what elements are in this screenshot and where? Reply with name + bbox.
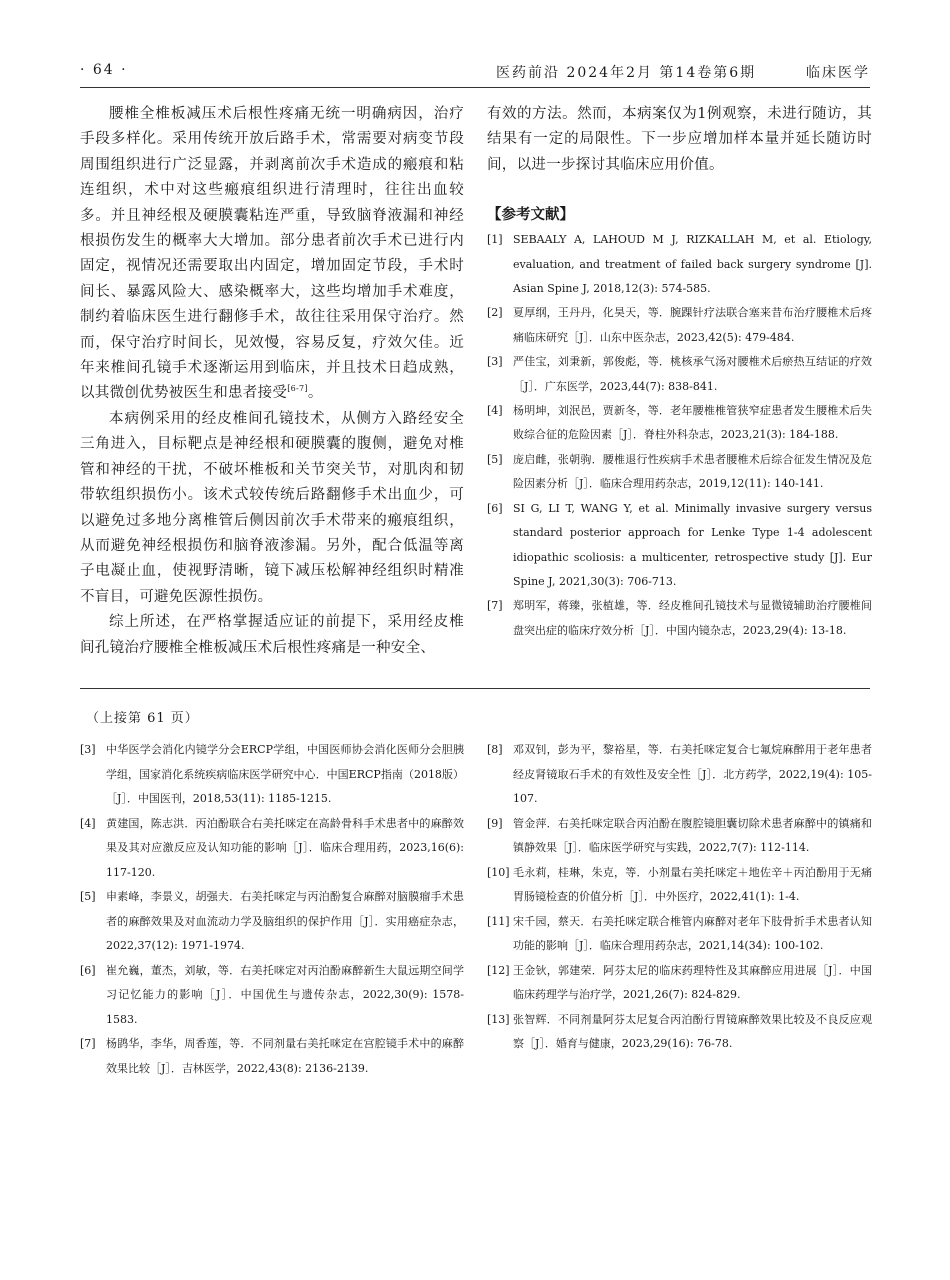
reference-item bbox=[487, 861, 872, 910]
references-heading: 【参考文献】 bbox=[487, 207, 574, 224]
reference-text: 宋千园，蔡天．右美托咪定联合椎管内麻醉对老年下肢骨折手术患者认知功能的影响［J］．临床合理用药杂志，2021,14(34): 100-102. bbox=[513, 914, 872, 952]
reference-number: [12] bbox=[487, 963, 510, 977]
reference-text: 黄建国，陈志洪．丙泊酚联合右美托咪定在高龄骨科手术患者中的麻醉效果及其对应激反应及认知功能的影响［J］．临床合理用药，2023,16(6): 117-120. bbox=[106, 816, 464, 879]
reference-number: [7] bbox=[487, 599, 503, 613]
body-paragraph: 综上所述，在严格掌握适应证的前提下，采用经皮椎间孔镜治疗腰椎全椎板减压术后根性疼痛是一种安全、 bbox=[80, 614, 464, 656]
reference-number: [13] bbox=[487, 1012, 510, 1026]
body-paragraph: 本病例采用的经皮椎间孔镜技术，从侧方入路经安全三角进入，目标靶点是神经根和硬膜囊的腹侧，避免对椎管和神经的干扰，不破坏椎板和关节突关节，对肌肉和韧带软组织损伤小。该术式较传统后路翻修手术出血少，可以避免过多地分离椎管后侧因前次手术带来的瘢痕组织，从而避免神经根损伤和脑脊液渗漏。另外，配合低温等离子电凝止血，使视野清晰，镜下减压松解神经组织时精准不盲目，可避免医源性损伤。 bbox=[80, 410, 464, 605]
reference-item bbox=[487, 301, 872, 350]
reference-text: SI G, LI T, WANG Y, et al. Minimally invasive surgery versus standard posterior approach for Lenke Type 1-4 adolescent idiopathic scoliosis: a multicenter, retrospective study [J]. Eur Spine J, 2021,30(3): 706-713. bbox=[513, 501, 872, 588]
reference-text: 申素峰，李景义，胡强夫．右美托咪定与丙泊酚复合麻醉对脑膜瘤手术患者的麻醉效果及对血流动力学及脑组织的保护作用［J］．实用癌症杂志，2022,37(12): 1971-1974. bbox=[106, 890, 464, 952]
reference-text: 杨鹍华，李华，周香莲，等．不同剂量右美托咪定在宫腔镜手术中的麻醉效果比较［J］．吉林医学，2022,43(8): 2136-2139. bbox=[106, 1037, 464, 1075]
reference-text: 管金萍．右美托咪定联合丙泊酚在腹腔镜胆囊切除术患者麻醉中的镇痛和镇静效果［J］．临床医学研究与实践，2022,7(7): 112-114. bbox=[513, 816, 872, 854]
reference-text: SEBAALY A, LAHOUD M J, RIZKALLAH M, et al. Etiology, evaluation, and treatment of failed back surgery syndrome [J]. Asian Spine J, 2018,12(3): 574-585. bbox=[513, 233, 872, 296]
reference-number: [9] bbox=[487, 816, 503, 830]
reference-text: 毛永莉，桂琳，朱克，等．小剂量右美托咪定＋地佐辛＋丙泊酚用于无痛胃肠镜检查的价值分析［J］．中外医疗，2022,41(1): 1-4. bbox=[513, 865, 872, 903]
paragraph-text: 腰椎全椎板减压术后根性疼痛无统一明确病因，治疗手段多样化。采用传统开放后路手术，常需要对病变节段周围组织进行广泛显露，并剥离前次手术造成的瘢痕和粘连组织，术中对这些瘢痕组织进行清理时，往往出血较多。并且神经根及硬膜囊粘连严重，导致脑脊液漏和神经根损伤发生的概率大大增加。部分患者前次手术已进行内固定，视情况还需要取出内固定，增加固定节段，手术时间长、暴露风险大、感染概率大，这些均增加手术难度，制约着临床医生进行翻修手术，故往往采用保守治疗。然而，保守治疗时间长，见效慢，容易反复，疗效欠佳。近年来椎间孔镜手术逐渐运用到临床，并且技术日趋成熟，以其微创优势被医生和患者接受 bbox=[80, 106, 464, 402]
reference-number: [6] bbox=[487, 501, 503, 515]
left-column bbox=[80, 102, 464, 661]
reference-number: [10] bbox=[487, 865, 510, 879]
reference-number: [4] bbox=[487, 404, 503, 418]
body-paragraph: 有效的方法。然而，本病案仅为1例观察，未进行随访，其结果有一定的局限性。下一步应增加样本量并延长随访时间，以进一步探讨其临床应用价值。 bbox=[487, 106, 872, 173]
citation: [6-7] bbox=[287, 384, 308, 394]
reference-item bbox=[487, 350, 872, 399]
reference-text: 夏厚纲，王丹丹，化昊天，等．腕踝针疗法联合塞来昔布治疗腰椎术后疼痛临床研究［J］．山东中医杂志，2023,42(5): 479-484. bbox=[513, 306, 872, 344]
reference-item bbox=[80, 738, 464, 812]
reference-item bbox=[487, 399, 872, 448]
continuation-label: （上接第 61 页） bbox=[86, 711, 199, 726]
reference-item bbox=[80, 959, 464, 1033]
reference-number: [4] bbox=[80, 816, 96, 830]
header-rule bbox=[80, 87, 870, 88]
reference-number: [2] bbox=[487, 306, 503, 320]
reference-number: [8] bbox=[487, 743, 503, 756]
reference-text: 崔允巍，董杰，刘敏，等．右美托咪定对丙泊酚麻醉新生大鼠远期空间学习记忆能力的影响［J］．中国优生与遗传杂志，2022,30(9): 1578-1583. bbox=[106, 963, 464, 1026]
section-divider bbox=[80, 688, 870, 689]
reference-item bbox=[487, 1008, 872, 1057]
reference-number: [5] bbox=[80, 890, 96, 903]
reference-item bbox=[80, 1032, 464, 1081]
right-column bbox=[487, 102, 872, 643]
reference-number: [3] bbox=[80, 743, 96, 756]
punctuation: 。 bbox=[307, 385, 323, 402]
reference-item bbox=[487, 959, 872, 1008]
reference-item bbox=[487, 594, 872, 643]
reference-number: [6] bbox=[80, 963, 96, 977]
reference-item bbox=[487, 738, 872, 812]
reference-item bbox=[80, 812, 464, 886]
reference-text: 王金钬，郭建荣．阿芬太尼的临床药理特性及其麻醉应用进展［J］．中国临床药理学与治疗学，2021,26(7): 824-829. bbox=[513, 963, 872, 1001]
reference-item bbox=[80, 885, 464, 959]
page-number: · 64 · bbox=[80, 62, 128, 78]
reference-item bbox=[487, 448, 872, 497]
reference-item bbox=[487, 228, 872, 301]
reference-text: 邓双钊，彭为平，黎裕星，等．右美托咪定复合七氟烷麻醉用于老年患者经皮肾镜取石手术的有效性及安全性［J］．北方药学，2022,19(4): 105-107. bbox=[513, 743, 872, 805]
reference-number: [1] bbox=[487, 233, 503, 247]
reference-number: [7] bbox=[80, 1037, 96, 1050]
reference-text: 严佳宝，刘秉新，郭俊彪，等．桃核承气汤对腰椎术后瘀热互结证的疗效［J］．广东医学，2023,44(7): 838-841. bbox=[513, 355, 872, 393]
reference-text: 郑明军，蒋臻，张植雄，等．经皮椎间孔镜技术与显微镜辅助治疗腰椎间盘突出症的临床疗效分析［J］．中国内镜杂志，2023,29(4): 13-18. bbox=[513, 599, 872, 637]
reference-list bbox=[487, 228, 872, 643]
continued-refs-left bbox=[80, 738, 464, 1081]
reference-item bbox=[487, 812, 872, 861]
reference-item bbox=[487, 910, 872, 959]
reference-text: 庞启雌，张朝驹．腰椎退行性疾病手术患者腰椎术后综合征发生情况及危险因素分析［J］．临床合理用药杂志，2019,12(11): 140-141. bbox=[513, 452, 872, 491]
reference-text: 中华医学会消化内镜学分会ERCP学组，中国医师协会消化医师分会胆胰学组，国家消化系统疾病临床医学研究中心．中国ERCP指南（2018版）［J］．中国医刊，2018,53(11): 1185-1215. bbox=[106, 743, 464, 805]
reference-item bbox=[487, 497, 872, 595]
reference-number: [5] bbox=[487, 452, 503, 466]
reference-list bbox=[80, 738, 464, 1081]
journal-info: 医药前沿 2024年2月 第14卷第6期 bbox=[496, 65, 757, 81]
reference-list bbox=[487, 738, 872, 1057]
continued-refs-right bbox=[487, 738, 872, 1057]
page-header bbox=[80, 62, 870, 84]
reference-number: [3] bbox=[487, 355, 503, 369]
reference-text: 张智辉．不同剂量阿芬太尼复合丙泊酚行胃镜麻醉效果比较及不良反应观察［J］．婚育与健康，2023,29(16): 76-78. bbox=[513, 1012, 872, 1050]
section-name: 临床医学 bbox=[806, 65, 870, 81]
reference-number: [11] bbox=[487, 914, 510, 928]
reference-text: 杨明坤，刘泯邑，贾新冬，等．老年腰椎椎管狭窄症患者发生腰椎术后失败综合征的危险因素［J］．脊柱外科杂志，2023,21(3): 184-188. bbox=[513, 404, 872, 442]
body-paragraph bbox=[80, 102, 464, 407]
